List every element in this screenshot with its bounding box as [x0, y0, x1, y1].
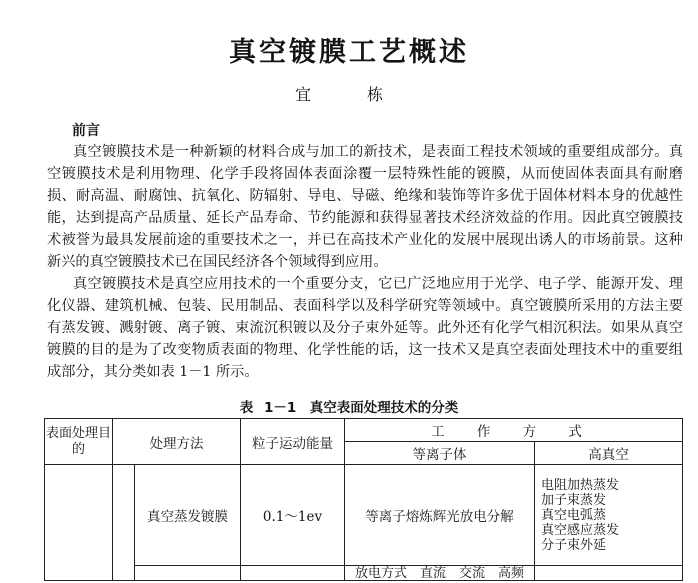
cell-energy-2	[241, 566, 345, 581]
cell-method-2	[135, 566, 241, 581]
high-vacuum-item: 加子束蒸发	[541, 492, 607, 508]
cell-plasma-2: 放电方式 直流 交流 高频	[345, 566, 535, 581]
classification-table	[44, 418, 683, 581]
header-high-vacuum: 高真空	[535, 442, 683, 465]
document-title: 真空镀膜工艺概述	[229, 37, 469, 68]
header-method: 处理方法	[113, 419, 241, 465]
cell-plasma: 等离子熔炼辉光放电分解	[345, 465, 535, 566]
cell-energy: 0.1～1ev	[241, 465, 345, 566]
table-row	[45, 465, 683, 566]
cell-high-vacuum-2	[535, 566, 683, 581]
high-vacuum-item: 真空电弧蒸	[541, 507, 607, 523]
cell-high-vacuum	[535, 465, 683, 566]
cell-spacer	[113, 465, 135, 581]
section-heading: 前言	[72, 123, 100, 139]
header-work-mode: 工 作 方 式	[345, 419, 683, 442]
table-caption: 表 1－1 真空表面处理技术的分类	[239, 400, 459, 416]
header-purpose: 表面处理目的	[45, 419, 113, 465]
header-energy: 粒子运动能量	[241, 419, 345, 465]
cell-purpose	[45, 465, 113, 581]
header-plasma: 等离子体	[345, 442, 535, 465]
author-name: 宜 栋	[294, 85, 403, 104]
paragraph-2: 真空镀膜技术是真空应用技术的一个重要分支，它已广泛地应用于光学、电子学、能源开发、理化仪器、建筑机械、包装、民用制品、表面科学以及科学研究等领域中。真空镀膜所采用的方法主要有蒸发镀、溅射镀、离子镀、束流沉积镀以及分子束外延等。此外还有化学气相沉积法。如果从真空镀膜的目的是为了改变物质表面的物理、化学性能的话，这一技术又是真空表面处理技术中的重要组成部分，其分类如表 1－1 所示。	[47, 276, 683, 380]
high-vacuum-item: 分子束外延	[541, 537, 607, 553]
high-vacuum-item: 电阻加热蒸发	[541, 477, 620, 493]
high-vacuum-item: 真空感应蒸发	[541, 522, 620, 538]
cell-method: 真空蒸发镀膜	[135, 465, 241, 566]
table-header-row	[45, 419, 683, 442]
paragraph-1: 真空镀膜技术是一种新颖的材料合成与加工的新技术，是表面工程技术领域的重要组成部分。真空镀膜技术是利用物理、化学手段将固体表面涂覆一层特殊性能的镀膜，从而使固体表面具有耐磨损、耐高温、耐腐蚀、抗氧化、防辐射、导电、导磁、绝缘和装饰等许多优于固体材料本身的优越性能，达到提高产品质量、延长产品寿命、节约能源和获得显著技术经济效益的作用。因此真空镀膜技术被誉为最具发展前途的重要技术之一，并已在高技术产业化的发展中展现出诱人的市场前景。这种新兴的真空镀膜技术已在国民经济各个领域得到应用。	[47, 144, 683, 270]
table-row	[45, 566, 683, 581]
